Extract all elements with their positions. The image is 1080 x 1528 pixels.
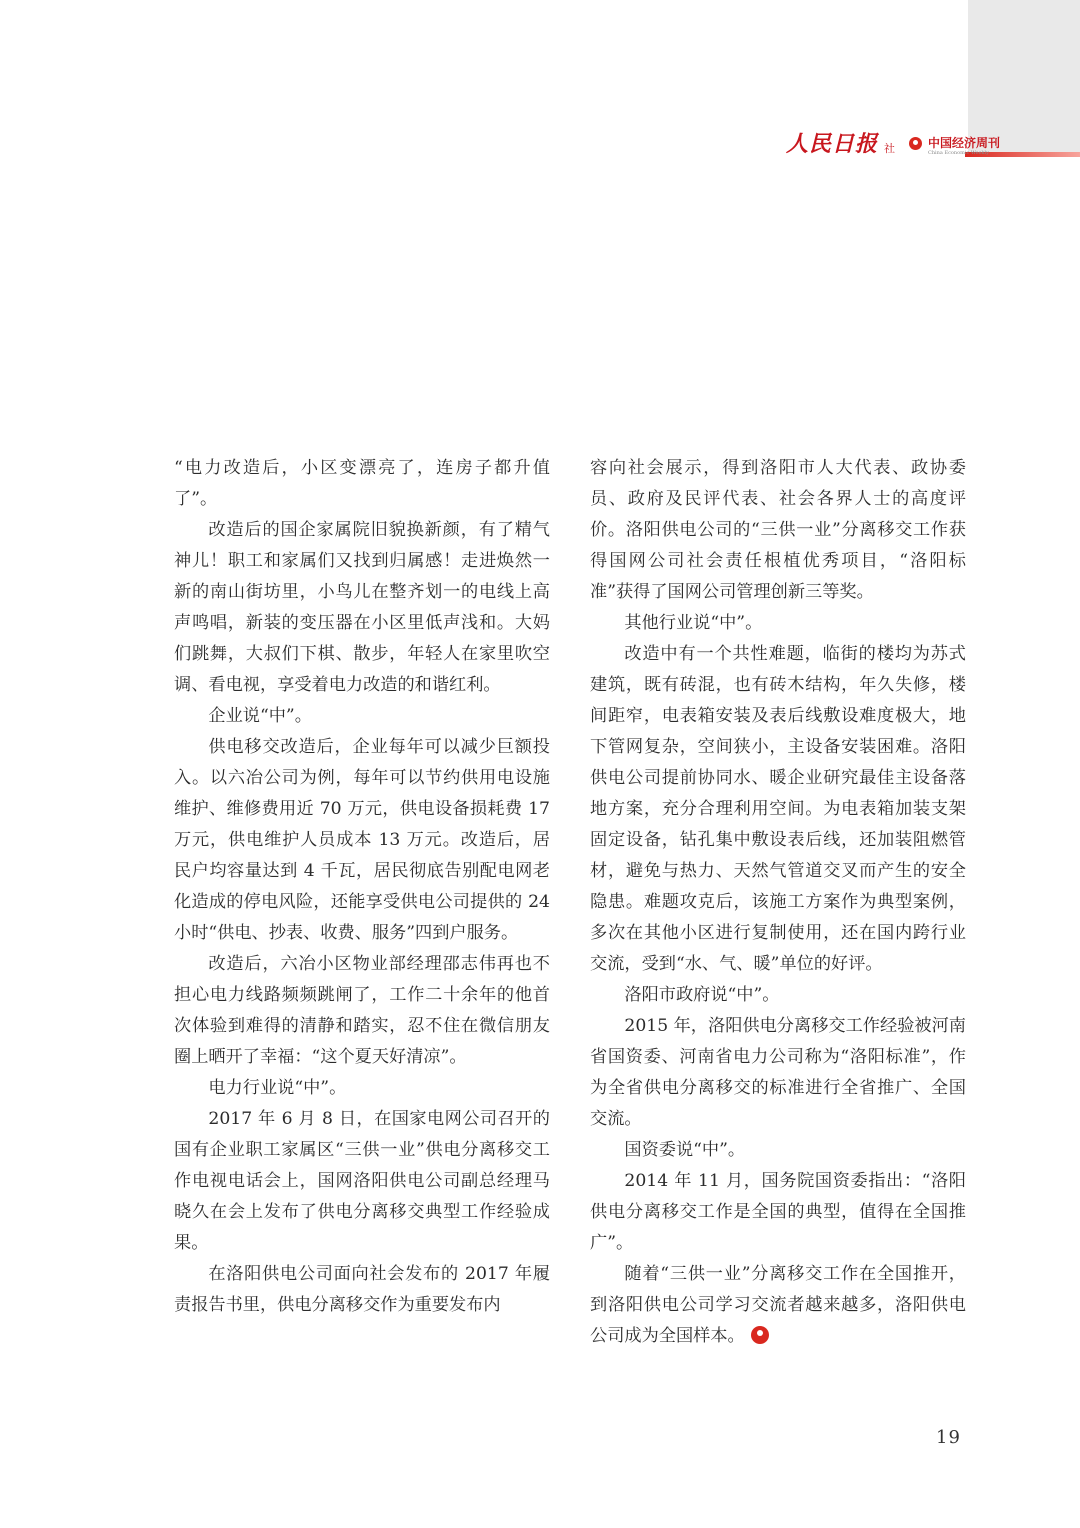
brand-she: 社: [884, 142, 896, 155]
paragraph: 改造后的国企家属院旧貌换新颜，有了精气神儿！职工和家属们又找到归属感！走进焕然一新的南山街坊里，小鸟儿在整齐划一的电线上高声鸣唱，新装的变压器在小区里低声浅和。大妈们跳舞，大叔们下棋、散步，年轻人在家里吹空调、看电视，享受着电力改造的和谐红利。: [174, 520, 550, 695]
paragraph: “电力改造后，小区变漂亮了，连房子都升值了”。: [174, 458, 550, 509]
paragraph: 改造中有一个共性难题，临街的楼均为苏式建筑，既有砖混，也有砖木结构，年久失修，楼间距窄，电表箱安装及表后线敷设难度极大，地下管网复杂，空间狭小，主设备安装困难。洛阳供电公司提前协同水、暖企业研究最佳主设备落地方案，充分合理利用空间。为电表箱加装支架固定设备，钻孔集中敷设表后线，还加装阻燃管材，避免与热力、天然气管道交叉而产生的安全隐患。难题攻克后，该施工方案作为典型案例，多次在其他小区进行复制使用，还在国内跨行业交流，受到“水、气、暖”单位的好评。: [590, 644, 966, 974]
paragraph-final-text: 随着“三供一业”分离移交工作在全国推开，到洛阳供电公司学习交流者越来越多，洛阳供电公司成为全国样本。: [590, 1264, 966, 1346]
china-economic-weekly-logo-icon: [909, 137, 922, 150]
left-column: [174, 453, 550, 1321]
page-number: 19: [936, 1427, 961, 1448]
section-heading: 企业说“中”。: [208, 706, 312, 726]
paragraph: 2017 年 6 月 8 日，在国家电网公司召开的国有企业职工家属区“三供一业”供电分离移交工作电视电话会上，国网洛阳供电公司副总经理马晓久在会上发布了供电分离移交典型工作经验成果。: [174, 1109, 550, 1253]
article-end-mark-icon: [751, 1326, 769, 1344]
paragraph: 供电移交改造后，企业每年可以减少巨额投入。以六冶公司为例，每年可以节约供用电设施维护、维修费用近 70 万元，供电设备损耗费 17 万元，供电维护人员成本 13 万元。改造后，居民户均容量达到 4 千瓦，居民彻底告别配电网老化造成的停电风险，还能享受供电公司提供的 24 小时“供电、抄表、收费、服务”四到户服务。: [174, 737, 550, 943]
brand-zgjj: [928, 137, 1000, 156]
header-brand: [786, 130, 1000, 156]
brand-zgjj-cn: 中国经济周刊: [928, 136, 1001, 150]
section-heading: 其他行业说“中”。: [624, 613, 763, 633]
section-heading: 洛阳市政府说“中”。: [624, 985, 780, 1005]
right-column: [590, 453, 966, 1352]
paragraph: 在洛阳供电公司面向社会发布的 2017 年履责报告书里，供电分离移交作为重要发布内: [174, 1264, 550, 1315]
paragraph: 2014 年 11 月，国务院国资委指出：“洛阳供电分离移交工作是全国的典型，值得在全国推广”。: [590, 1171, 966, 1253]
paragraph: 2015 年，洛阳供电分离移交工作经验被河南省国资委、河南省电力公司称为“洛阳标准”，作为全省供电分离移交的标准进行全省推广、全国交流。: [590, 1016, 966, 1129]
paragraph-final: [590, 1259, 966, 1352]
section-heading: 电力行业说“中”。: [208, 1078, 347, 1098]
paragraph: 改造后，六冶小区物业部经理邵志伟再也不担心电力线路频频跳闸了，工作二十余年的他首次体验到难得的清静和踏实，忍不住在微信朋友圈上晒开了幸福：“这个夏天好清凉”。: [174, 954, 550, 1067]
brand-rmrb-logo: 人民日报: [786, 131, 879, 157]
paragraph: 容向社会展示，得到洛阳市人大代表、政协委员、政府及民评代表、社会各界人士的高度评价。洛阳供电公司的“三供一业”分离移交工作获得国网公司社会责任根植优秀项目，“洛阳标准”获得了国网公司管理创新三等奖。: [590, 458, 966, 602]
brand-zgjj-en: China Economic Weekly: [928, 150, 989, 156]
section-heading: 国资委说“中”。: [624, 1140, 746, 1160]
